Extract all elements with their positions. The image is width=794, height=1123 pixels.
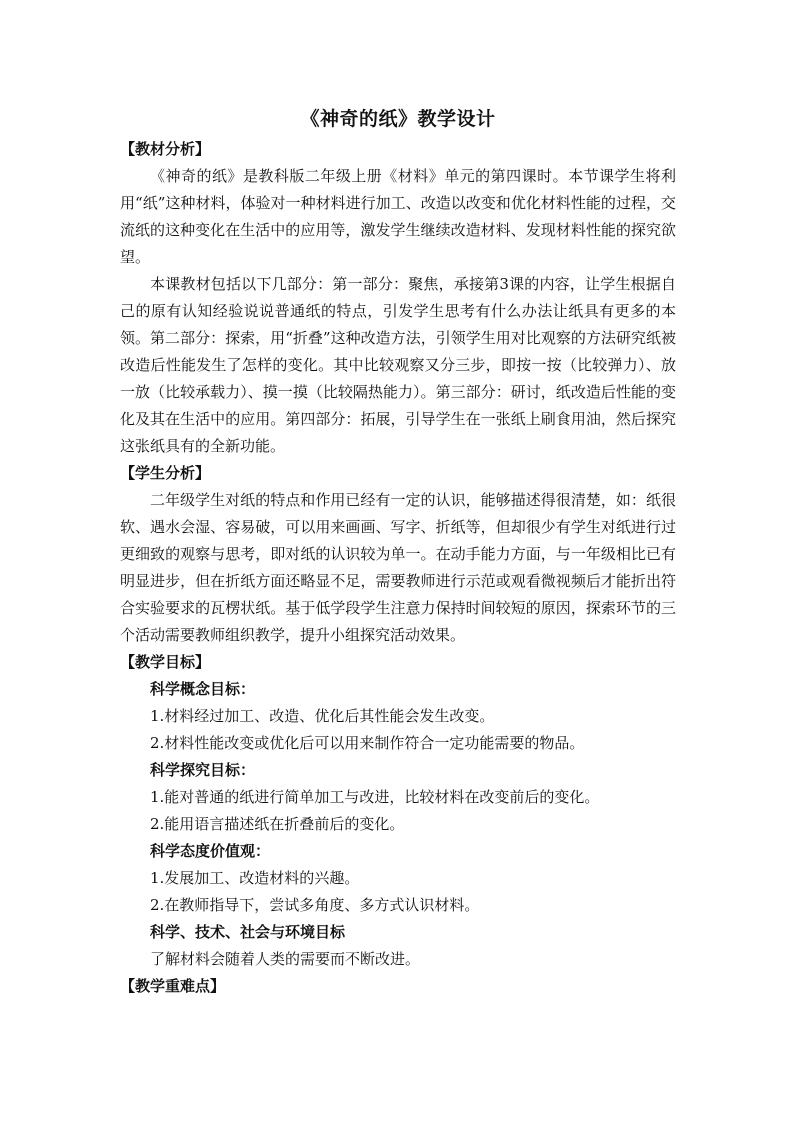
students-paragraph-1: 二年级学生对纸的特点和作用已经有一定的认识，能够描述得很清楚，如：纸很软、遇水会湿、容易破，可以用来画画、写字、折纸等，但却很少有学生对纸进行过更细致的观察与思考，即对纸的认识较为单一。在动手能力方面，与一年级相比已有明显进步，但在折纸方面还略显不足，需要教师进行示范或观看微视频后才能折出符合实验要求的瓦楞状纸。基于低学段学生注意力保持时间较短的原因，探索环节的三个活动需要教师组织教学，提升小组探究活动效果。 xyxy=(120,491,676,644)
goal-inquiry-item-1: 1.能对普通的纸进行简单加工与改进，比较材料在改变前后的变化。 xyxy=(150,788,600,806)
goal-concept-label: 科学概念目标： xyxy=(150,680,256,698)
section-heading-students: 【学生分析】 xyxy=(120,464,211,482)
goal-attitude-item-2: 2.在教师指导下，尝试多角度、多方式认识材料。 xyxy=(150,896,480,914)
goal-concept-item-2: 2.材料性能改变或优化后可以用来制作符合一定功能需要的物品。 xyxy=(150,734,585,752)
section-heading-goals: 【教学目标】 xyxy=(120,653,211,671)
section-heading-material: 【教材分析】 xyxy=(120,140,211,158)
document-title: 《神奇的纸》教学设计 xyxy=(300,108,496,130)
goal-inquiry-item-2: 2.能用语言描述纸在折叠前后的变化。 xyxy=(150,815,405,833)
goal-inquiry-label: 科学探究目标： xyxy=(150,761,256,779)
document-page xyxy=(120,104,676,1000)
section-material-analysis xyxy=(120,136,676,460)
section-heading-keypoints: 【教学重难点】 xyxy=(120,977,226,995)
section-student-analysis xyxy=(120,460,676,649)
section-teaching-goals xyxy=(120,649,676,973)
material-paragraph-2: 本课教材包括以下几部分：第一部分：聚焦，承接第3课的内容，让学生根据自己的原有认知经验说说普通纸的特点，引发学生思考有什么办法让纸具有更多的本领。第二部分：探索，用“折叠”这种改造方法，引领学生用对比观察的方法研究纸被改造后性能发生了怎样的变化。其中比较观察又分三步，即按一按（比较弹力）、放一放（比较承载力）、摸一摸（比较隔热能力）。第三部分：研讨，纸改造后性能的变化及其在生活中的应用。第四部分：拓展，引导学生在一张纸上刷食用油，然后探究这张纸具有的全新功能。 xyxy=(120,275,676,455)
goal-concept-item-1: 1.材料经过加工、改造、优化后其性能会发生改变。 xyxy=(150,707,495,725)
material-paragraph-1: 《神奇的纸》是教科版二年级上册《材料》单元的第四课时。本节课学生将利用“纸”这种材料，体验对一种材料进行加工、改造以改变和优化材料性能的过程，交流纸的这种变化在生活中的应用等，激发学生继续改造材料、发现材料性能的探究欲望。 xyxy=(120,167,676,266)
goal-attitude-label: 科学态度价值观： xyxy=(150,842,271,860)
goal-attitude-item-1: 1.发展加工、改造材料的兴趣。 xyxy=(150,869,360,887)
goal-sts-item-1: 了解材料会随着人类的需要而不断改进。 xyxy=(150,950,421,968)
goal-sts-label: 科学、技术、社会与环境目标 xyxy=(150,923,346,941)
section-key-points xyxy=(120,973,676,1000)
